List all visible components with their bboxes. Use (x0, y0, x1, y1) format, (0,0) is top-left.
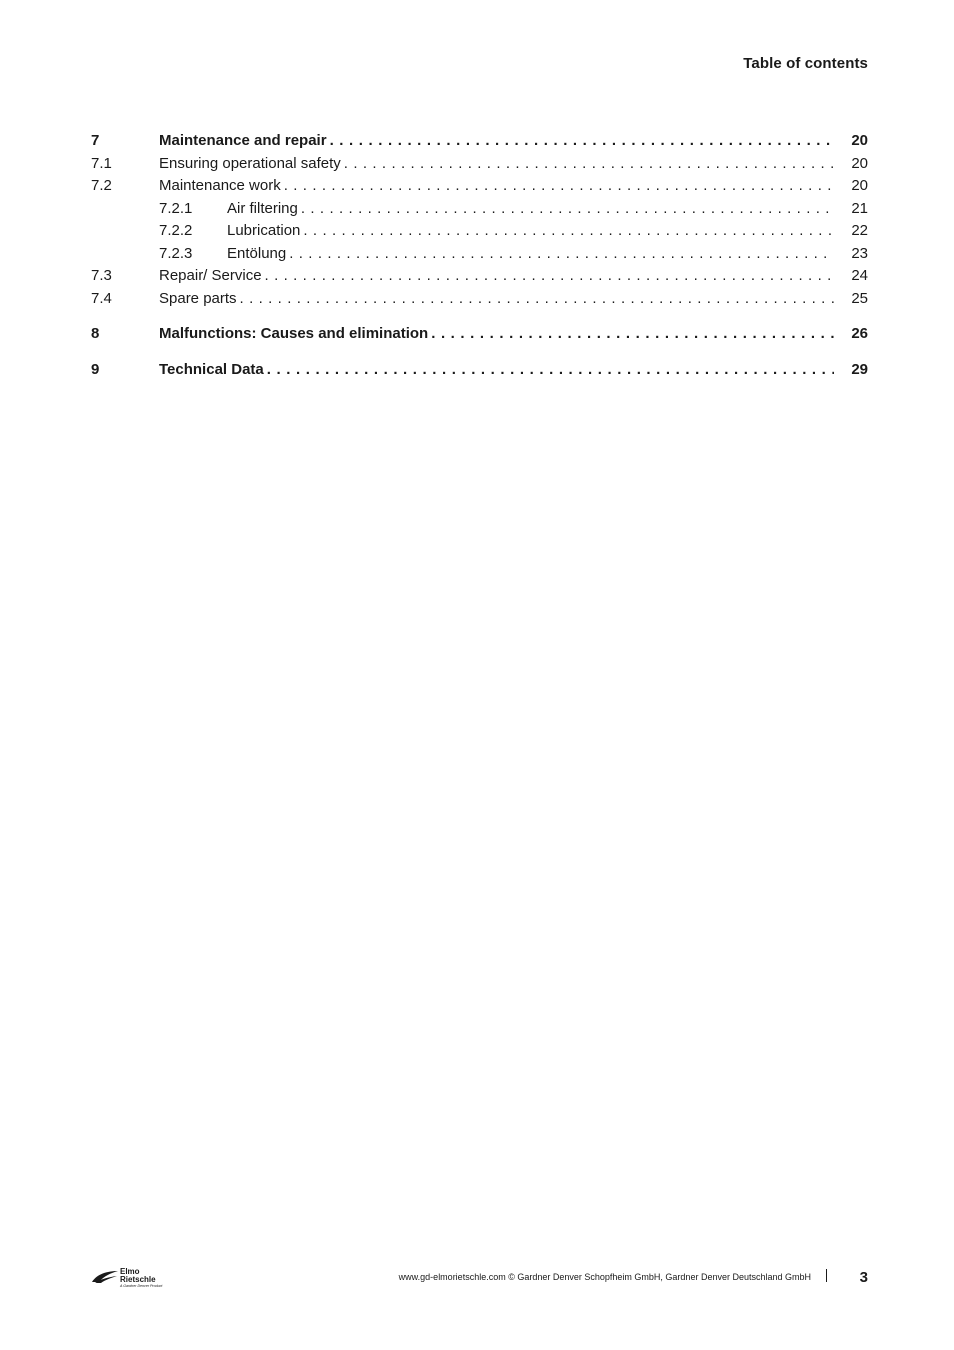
toc-entry-number: 7.2.1 (159, 199, 193, 217)
toc-entry-page: 26 (851, 325, 868, 342)
page-footer (91, 1266, 868, 1290)
elmo-rietschle-logo (91, 1268, 171, 1290)
toc-entry-title: Repair/ Service (159, 267, 262, 284)
toc-entry-title: Entölung (227, 244, 287, 262)
toc-entry[interactable] (91, 220, 868, 243)
toc-entry[interactable] (91, 323, 868, 346)
toc-dot-leader (301, 198, 834, 221)
toc-dot-leader (344, 153, 834, 176)
toc-entry-number: 7.1 (91, 154, 112, 172)
toc-entry-page: 20 (851, 154, 868, 172)
toc-entry-number: 7.2.2 (159, 222, 193, 239)
toc-entry-title: Maintenance and repair (159, 132, 327, 149)
toc-dot-leader (240, 288, 834, 311)
toc-entry[interactable] (91, 153, 868, 176)
toc-entry-number: 7 (91, 132, 100, 149)
footer-url-link[interactable]: www.gd-elmorietschle.com (398, 1272, 506, 1282)
toc-entry-number: 7.3 (91, 267, 112, 284)
toc-entry[interactable] (91, 359, 868, 382)
toc-entry-page: 20 (851, 177, 868, 194)
table-of-contents (91, 130, 868, 381)
toc-entry[interactable] (91, 198, 868, 221)
toc-entry-page: 29 (851, 360, 868, 378)
toc-entry-number: 7.4 (91, 289, 112, 307)
toc-dot-leader (265, 265, 834, 288)
toc-entry-page: 23 (851, 244, 868, 262)
toc-entry[interactable] (91, 130, 868, 153)
logo-tagline: A Gardner Denver Product (120, 1284, 163, 1288)
page-number: 3 (859, 1269, 868, 1286)
toc-entry-page: 22 (851, 222, 868, 239)
toc-entry-number: 7.2 (91, 177, 112, 194)
footer-copyright-text: © Gardner Denver Schopfheim GmbH, Gardner Denver Deutschland GmbH (508, 1272, 811, 1282)
toc-entry-title: Maintenance work (159, 177, 281, 194)
toc-entry[interactable] (91, 265, 868, 288)
toc-dot-leader (303, 220, 834, 243)
toc-dot-leader (284, 175, 834, 198)
footer-copyright (399, 1272, 811, 1282)
toc-dot-leader (289, 243, 834, 266)
toc-entry-title: Ensuring operational safety (159, 154, 341, 172)
toc-entry-title: Lubrication (227, 222, 301, 239)
toc-dot-leader (431, 323, 834, 346)
logo-swoosh-icon (91, 1270, 119, 1284)
toc-entry-number: 9 (91, 360, 100, 378)
toc-entry-page: 20 (851, 132, 868, 149)
toc-entry-number: 8 (91, 325, 100, 342)
toc-entry-page: 24 (851, 267, 868, 284)
logo-line-2: Rietschle (120, 1274, 156, 1284)
toc-entry[interactable] (91, 288, 868, 311)
toc-entry-title: Air filtering (227, 199, 298, 217)
toc-dot-leader (267, 359, 834, 382)
toc-entry-title: Technical Data (159, 360, 264, 378)
toc-entry-title: Malfunctions: Causes and elimination (159, 325, 429, 342)
toc-entry-title: Spare parts (159, 289, 237, 307)
toc-entry[interactable] (91, 243, 868, 266)
footer-divider (826, 1269, 827, 1282)
toc-entry[interactable] (91, 175, 868, 198)
logo-line-1: Elmo (120, 1267, 140, 1276)
page-header-title: Table of contents (743, 55, 868, 72)
toc-entry-page: 21 (851, 199, 868, 217)
toc-entry-number: 7.2.3 (159, 244, 193, 262)
toc-entry-page: 25 (851, 289, 868, 307)
toc-dot-leader (330, 130, 834, 153)
